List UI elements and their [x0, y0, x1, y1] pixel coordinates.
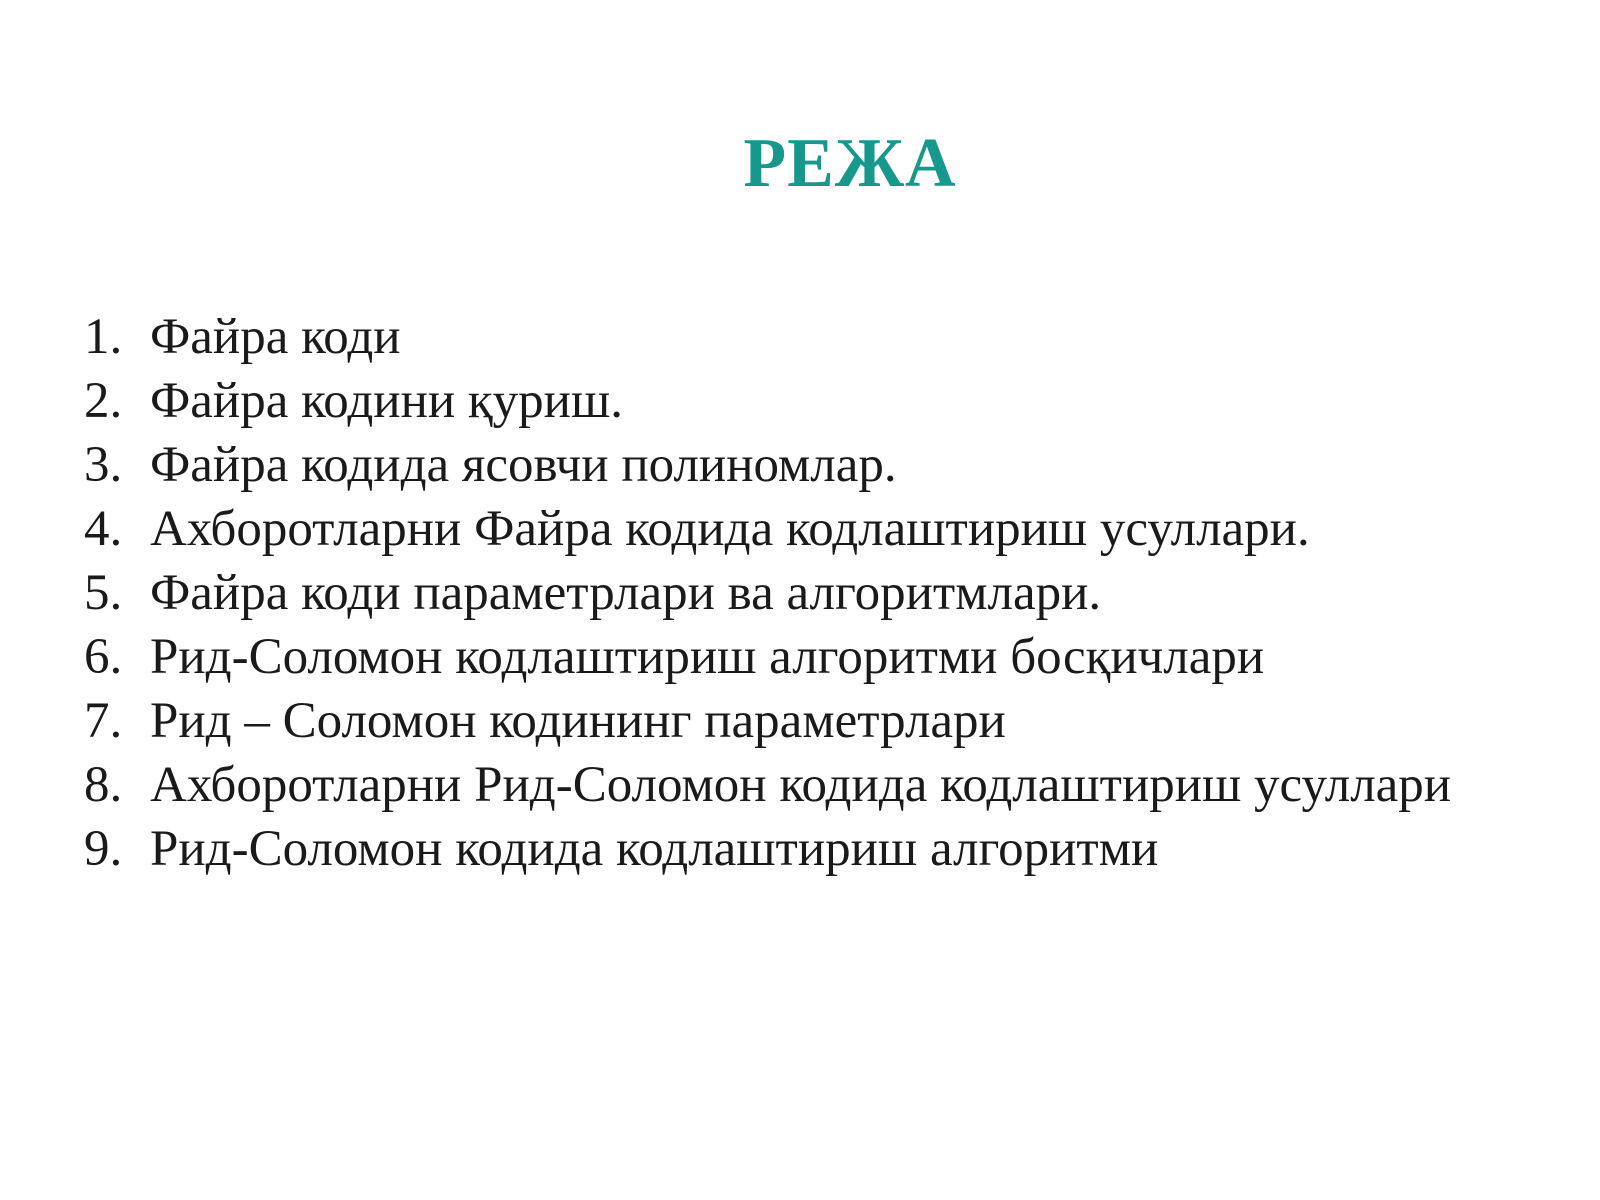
list-item [0, 433, 1500, 497]
list-item-text: Рид – Соломон кодининг параметрлари [150, 693, 1006, 749]
list-item-text: Файра кодини қуриш. [150, 373, 623, 429]
list-item [0, 689, 1500, 753]
slide-title: РЕЖА [743, 125, 957, 202]
list-item-number: 1. [84, 309, 123, 365]
list-item-number: 6. [84, 629, 123, 685]
list-item-text: Рид-Соломон кодида кодлаштириш алгоритми [150, 821, 1159, 877]
list-item-number: 5. [84, 565, 123, 621]
list-item-number: 4. [84, 501, 123, 557]
list-item [0, 305, 1500, 369]
list-item [0, 625, 1500, 689]
list-item [0, 817, 1500, 881]
list-item-text: Файра коди [150, 309, 401, 365]
list-item-number: 7. [84, 693, 123, 749]
list-item-number: 3. [84, 437, 123, 493]
list-item-text: Ахборотларни Файра кодида кодлаштириш усуллари. [150, 501, 1310, 557]
list-item-text: Файра коди параметрлари ва алгоритмлари. [150, 565, 1102, 621]
list-item-text: Рид-Соломон кодлаштириш алгоритми босқичлари [150, 629, 1265, 685]
list-item [0, 369, 1500, 433]
list-item [0, 561, 1500, 625]
list-item-number: 9. [84, 821, 123, 877]
list-item-number: 8. [84, 757, 123, 813]
plan-list [0, 305, 1500, 881]
list-item-text: Ахборотларни Рид-Соломон кодида кодлаштириш усуллари [150, 757, 1452, 813]
list-item [0, 753, 1500, 817]
list-item [0, 497, 1500, 561]
list-item-text: Файра кодида ясовчи полиномлар. [150, 437, 897, 493]
list-item-number: 2. [84, 373, 123, 429]
